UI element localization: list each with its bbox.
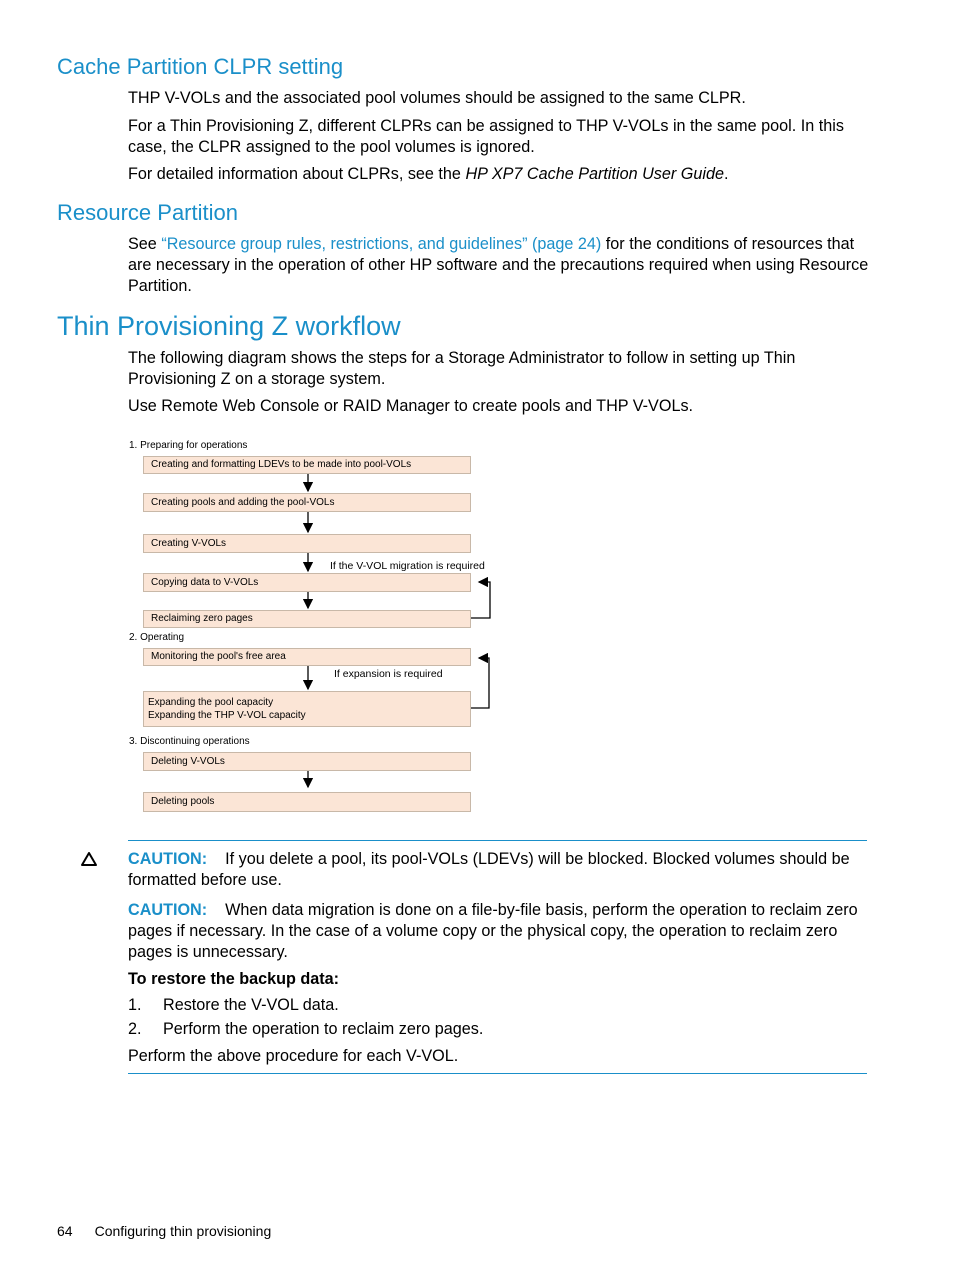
caution-top-rule	[128, 840, 867, 841]
guide-title: HP XP7 Cache Partition User Guide	[465, 165, 724, 183]
cache-paragraph-3	[128, 164, 870, 185]
caution-bottom-rule	[128, 1073, 867, 1074]
diagram-section-preparing: 1. Preparing for operations	[129, 440, 248, 451]
workflow-heading: Thin Provisioning Z workflow	[57, 311, 401, 341]
box-label: Creating V-VOLs	[151, 538, 227, 549]
box-label-line2: Expanding the THP V-VOL capacity	[148, 710, 306, 721]
workflow-paragraph-1: The following diagram shows the steps for a Storage Administrator to follow in setting up Thin Provisioning Z on a storage system.	[128, 349, 796, 388]
procedure-closing: Perform the above procedure for each V-VOL.	[128, 1047, 459, 1065]
diagram-section-operating: 2. Operating	[129, 632, 185, 643]
resource-paragraph	[128, 234, 870, 297]
box-label: Creating pools and adding the pool-VOLs	[151, 497, 335, 508]
cache-p3-suffix: .	[723, 165, 729, 183]
diagram-box-creating-pools	[143, 493, 471, 512]
workflow-diagram	[125, 436, 525, 821]
cache-p3-prefix: For detailed information about CLPRs, see the	[128, 165, 466, 183]
box-label-line1: Expanding the pool capacity	[148, 697, 274, 708]
procedure-step	[128, 1017, 483, 1041]
diagram-box-deleting-pools	[143, 792, 471, 812]
step-number: 1.	[128, 996, 142, 1014]
diagram-note-expansion: If expansion is required	[334, 668, 443, 680]
caution-label: CAUTION:	[128, 901, 208, 919]
box-label: Reclaiming zero pages	[151, 613, 253, 624]
page-footer	[57, 1223, 271, 1239]
box-label: Monitoring the pool's free area	[151, 651, 286, 662]
caution-text-2: When data migration is done on a file-by-file basis, perform the operation to reclaim zero pages if necessary. In the case of a volume copy or the physical copy, the operation to reclaim zero pages is unnecessary.	[128, 901, 858, 961]
chapter-title: Configuring thin provisioning	[94, 1223, 272, 1239]
diagram-note-migration: If the V-VOL migration is required	[330, 560, 485, 572]
resource-p-prefix: See	[128, 235, 162, 253]
caution-block-2	[128, 900, 867, 963]
box-label: Deleting V-VOLs	[151, 756, 225, 767]
resource-group-link[interactable]: “Resource group rules, restrictions, and guidelines” (page 24)	[161, 235, 602, 253]
caution-triangle-icon	[80, 851, 98, 867]
diagram-box-expanding	[143, 691, 471, 727]
diagram-box-deleting-vvols	[143, 752, 471, 771]
procedure-step	[128, 993, 483, 1017]
cache-paragraph-2: For a Thin Provisioning Z, different CLPRs can be assigned to THP V-VOLs in the same pool. In this case, the CLPR assigned to the pool volumes is ignored.	[128, 117, 844, 156]
workflow-paragraph-2: Use Remote Web Console or RAID Manager to create pools and THP V-VOLs.	[128, 397, 694, 415]
step-text: Restore the V-VOL data.	[163, 996, 339, 1014]
diagram-box-copying-data	[143, 573, 471, 592]
procedure-steps	[128, 993, 483, 1041]
diagram-section-discontinuing: 3. Discontinuing operations	[129, 736, 250, 747]
step-text: Perform the operation to reclaim zero pages.	[163, 1020, 484, 1038]
page-number: 64	[57, 1223, 73, 1239]
diagram-box-creating-vvols	[143, 534, 471, 553]
box-label: Creating and formatting LDEVs to be made into pool-VOLs	[151, 459, 412, 470]
step-number: 2.	[128, 1020, 142, 1038]
caution-label: CAUTION:	[128, 850, 208, 868]
diagram-box-reclaiming	[143, 610, 471, 628]
box-label: Deleting pools	[151, 796, 215, 807]
procedure-title: To restore the backup data:	[128, 970, 340, 988]
diagram-box-creating-ldevs	[143, 456, 471, 474]
diagram-box-monitoring	[143, 648, 471, 666]
caution-text-1: If you delete a pool, its pool-VOLs (LDEVs) will be blocked. Blocked volumes should be formatted before use.	[128, 850, 850, 889]
resource-p-suffix: for the conditions of resources that are necessary in the operation of other HP software and the precautions required when using Resource Partition.	[128, 235, 869, 295]
cache-paragraph-1: THP V-VOLs and the associated pool volumes should be assigned to the same CLPR.	[128, 89, 746, 107]
cache-partition-heading: Cache Partition CLPR setting	[57, 54, 344, 79]
box-label: Copying data to V-VOLs	[151, 577, 259, 588]
resource-partition-heading: Resource Partition	[57, 200, 238, 225]
caution-block-1	[128, 849, 867, 891]
